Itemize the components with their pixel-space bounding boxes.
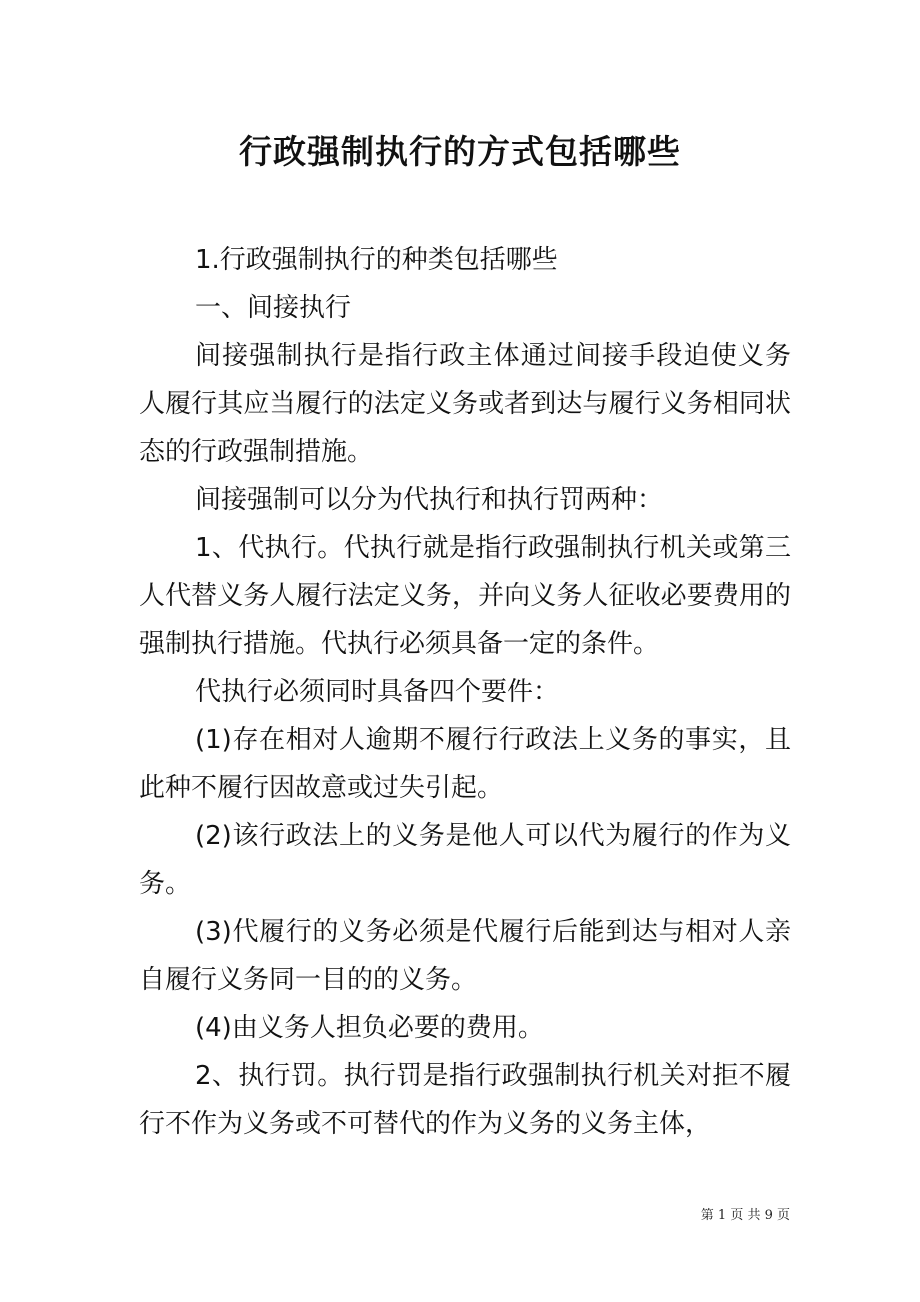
paragraph-2: 一、间接执行: [195, 293, 352, 323]
paragraph-5: 1、代执行。代执行就是指行政强制执行机关或第三人代替义务人履行法定义务，并向义务人征收必要费用的强制执行措施。代执行必须具备一定的条件。: [139, 533, 791, 659]
document-title: 行政强制执行的方式包括哪些: [239, 132, 681, 171]
document-body: [139, 236, 791, 1148]
paragraph-8: (2)该行政法上的义务是他人可以代为履行的作为义务。: [139, 821, 791, 899]
paragraph-6: 代执行必须同时具备四个要件：: [195, 677, 560, 707]
paragraph-9: (3)代履行的义务必须是代履行后能到达与相对人亲自履行义务同一目的的义务。: [139, 917, 791, 995]
paragraph-11: 2、执行罚。执行罚是指行政强制执行机关对拒不履行不作为义务或不可替代的作为义务的义务主体，: [139, 1061, 791, 1139]
paragraph-1: 1.行政强制执行的种类包括哪些: [195, 245, 558, 275]
paragraph-10: (4)由义务人担负必要的费用。: [195, 1013, 544, 1043]
paragraph-3: 间接强制执行是指行政主体通过间接手段迫使义务人履行其应当履行的法定义务或者到达与履行义务相同状态的行政强制措施。: [139, 341, 791, 467]
paragraph-4: 间接强制可以分为代执行和执行罚两种：: [195, 485, 664, 515]
page-number-footer: 第 1 页 共 9 页: [700, 1208, 790, 1223]
paragraph-7: (1)存在相对人逾期不履行行政法上义务的事实，且此种不履行因故意或过失引起。: [139, 725, 791, 803]
